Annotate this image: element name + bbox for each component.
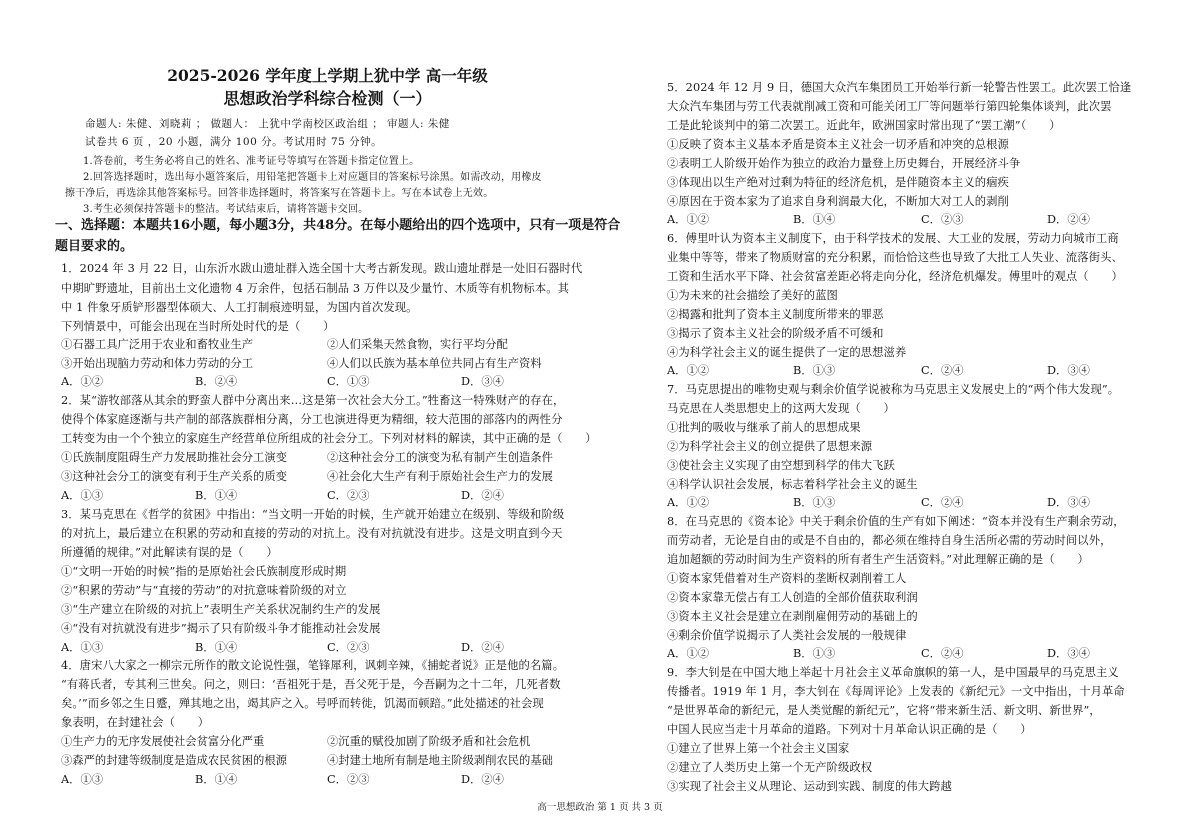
option-item: ④“没有对抗就没有进步”揭示了只有阶级斗争才能推动社会发展 — [61, 622, 381, 635]
option-item: ③开始出现脑力劳动和体力劳动的分工 — [61, 357, 254, 370]
question-text: “有蒋氏者，专其利三世矣。问之，则曰：‘吾祖死于是，吾父死于是，今吾嗣为之十二年，几死者数 — [61, 678, 561, 691]
question-text: 3．某马克思在《哲学的贫困》中指出：“当文明一开始的时候，生产就开始建立在级别、等级和阶级 — [61, 508, 565, 521]
answer-choice: A．①② — [667, 213, 710, 226]
option-item: ①建立了世界上第一个社会主义国家 — [667, 742, 850, 755]
option-item: ①反映了资本主义基本矛盾是资本主义社会一切矛盾和冲突的总根源 — [667, 138, 1009, 151]
answer-choice: D．②④ — [1047, 213, 1090, 226]
answer-choice: B．①④ — [195, 773, 238, 786]
option-item: ④封建土地所有制是地主阶级剥削农民的基础 — [327, 754, 553, 767]
question-text: 使得个体家庭逐渐与共产制的部落族群相分离，分工也演进得更为精细，较大范围的部落内的两性分 — [61, 413, 563, 426]
option-item: ④科学认识社会发展，标志着科学社会主义的诞生 — [667, 478, 918, 491]
option-item: ③资本主义社会是建立在剥削雇佣劳动的基础上的 — [667, 610, 918, 623]
option-item: ②表明工人阶级开始作为独立的政治力量登上历史舞台，开展经济斗争 — [667, 157, 1021, 170]
option-item: ③体现出以生产绝对过剩为特征的经济危机，是伴随资本主义的痼疾 — [667, 176, 1009, 189]
answer-choice: A．①③ — [61, 489, 104, 502]
question-text: 中 1 件象牙质铲形器型体硕大、人工打制痕迹明显，为国内首次发现。 — [61, 301, 418, 314]
option-item: ②为科学社会主义的创立提供了思想来源 — [667, 440, 873, 453]
option-item: ④社会化大生产有利于原始社会生产力的发展 — [327, 470, 553, 483]
section-heading: 题目要求的。 — [55, 239, 134, 254]
question-text: 5．2024 年 12 月 9 日，德国大众汽车集团员工开始举行新一轮警告性罢工。此次罢工恰逢 — [667, 81, 1132, 94]
option-item: ②“积累的劳动”与“直接的劳动”的对抗意味着阶级的对立 — [61, 584, 347, 597]
option-item: ①资本家凭借着对生产资料的垄断权剥削着工人 — [667, 572, 907, 585]
exam-subtitle: 思想政治学科综合检测（一） — [223, 89, 432, 108]
instruction-line: 3.考生必须保持答题卡的整洁。考试结束后，请将答题卡交回。 — [83, 204, 369, 215]
question-text: “是世界革命的新纪元，是人类觉醒的新纪元”，它将“带来新生活、新文明、新世界”， — [667, 704, 1101, 717]
option-item: ③“生产建立在阶级的对抗上”表明生产关系状况制约生产的发展 — [61, 603, 381, 616]
answer-choice: B．①④ — [195, 641, 238, 654]
answer-choice: A．①② — [667, 496, 710, 509]
page-footer: 高一思想政治 第 1 页 共 3 页 — [537, 802, 663, 813]
section-heading: 一、选择题：本题共16小题，每小题3分，共48分。在每小题给出的四个选项中，只有一项是符合 — [55, 218, 621, 233]
option-item: ①为未来的社会描绘了美好的蓝图 — [667, 289, 838, 302]
answer-choice: A．①③ — [61, 641, 104, 654]
answer-choice: B．①③ — [793, 647, 836, 660]
option-item: ③使社会主义实现了由空想到科学的伟大飞跃 — [667, 459, 895, 472]
answer-choice: A．①② — [667, 364, 710, 377]
option-item: ②资本家靠无偿占有工人创造的全部价值获取利润 — [667, 591, 918, 604]
answer-choice: B．①③ — [793, 364, 836, 377]
answer-choice: D．③④ — [461, 375, 504, 388]
answer-choice: C．①③ — [327, 375, 370, 388]
option-item: ①生产力的无序发展使社会贫富分化严重 — [61, 735, 265, 748]
question-text: 工是此轮谈判中的第二次罢工。近此年，欧洲国家时常出现了“罢工潮”（ ） — [667, 119, 1061, 132]
option-item: ④剩余价值学说揭示了人类社会发展的一般规律 — [667, 629, 907, 642]
answer-choice: C．②④ — [921, 364, 964, 377]
answer-choice: C．②③ — [921, 213, 964, 226]
option-item: ②建立了人类历史上第一个无产阶级政权 — [667, 761, 873, 774]
question-text: 中期旷野遗址，目前出土文化遗物 4 万余件，包括石制品 3 万件以及少量竹、木质等有机物标本。其 — [61, 282, 570, 295]
question-text: 7．马克思提出的唯物史观与剩余价值学说被称为马克思主义发展史上的“两个伟大发现”。 — [667, 383, 1120, 396]
answer-choice: B．①③ — [793, 496, 836, 509]
exam-info-line: 试卷共 6 页 ，20 小题，满分 100 分。考试用时 75 分钟。 — [85, 136, 383, 148]
option-item: ①氏族制度阻碍生产力发展助推社会分工演变 — [61, 451, 287, 464]
answer-choice: C．②③ — [327, 641, 370, 654]
option-item: ②揭露和批判了资本主义制度所带来的罪恶 — [667, 308, 884, 321]
question-text: 工资和生活水平下降、社会贫富差距必将走向分化，经济危机爆发。傅里叶的观点（ ） — [667, 270, 1123, 283]
option-item: ③这种社会分工的演变有利于生产关系的质变 — [61, 470, 287, 483]
answer-choice: D．③④ — [1047, 647, 1090, 660]
option-item: ④为科学社会主义的诞生提供了一定的思想滋养 — [667, 346, 907, 359]
question-text: 工转变为由一个个独立的家庭生产经营单位所组成的社会分工。下列对材料的解读，其中正确的是（ ） — [61, 432, 597, 445]
question-text: 的对抗上，最后建立在积累的劳动和直接的劳动的对抗上。没有对抗就没有进步。这是文明直到今天 — [61, 527, 563, 540]
question-text: 6．傅里叶认为资本主义制度下，由于科学技术的发展、大工业的发展，劳动力向城市工商 — [667, 232, 1119, 245]
answer-choice: D．②④ — [461, 773, 504, 786]
question-text: 象表明，在封建社会（ ） — [61, 716, 210, 729]
option-item: ②这种社会分工的演变为私有制产生创造条件 — [327, 451, 553, 464]
answer-choice: D．③④ — [1047, 496, 1090, 509]
option-item: ③森严的封建等级制度是造成农民贫困的根源 — [61, 754, 287, 767]
answer-choice: B．②④ — [195, 375, 238, 388]
question-text: 8．在马克思的《资本论》中关于剩余价值的生产有如下阐述：“资本并没有生产剩余劳动， — [667, 515, 1125, 528]
question-text: 下列情景中，可能会出现在当时所处时代的是（ ） — [61, 320, 335, 333]
question-text: 1．2024 年 3 月 22 日，山东沂水跋山遗址群入选全国十大考古新发现。跋山遗址群是一处旧石器时代 — [61, 262, 583, 275]
answer-choice: A．①② — [667, 647, 710, 660]
option-item: ①石器工具广泛用于农业和畜牧业生产 — [61, 338, 254, 351]
option-item: ④人们以氏族为基本单位共同占有生产资料 — [327, 357, 542, 370]
option-item: ①“文明一开始的时候”指的是原始社会氏族制度形成时期 — [61, 565, 347, 578]
answer-choice: C．②③ — [327, 773, 370, 786]
question-text: 大众汽车集团与劳工代表就削减工资和可能关闭工厂等问题举行第四轮集体谈判，此次罢 — [667, 100, 1112, 113]
answer-choice: C．②③ — [327, 489, 370, 502]
question-text: 9．李大钊是在中国大地上举起十月社会主义革命旗帜的第一人，是中国最早的马克思主义 — [667, 666, 1119, 679]
instruction-line: 2.回答选择题时，选出每小题答案后，用铅笔把答题卡上对应题目的答案标号涂黑。如需改动，用橡皮 — [83, 172, 542, 183]
answer-choice: B．①④ — [195, 489, 238, 502]
option-item: ②人们采集天然食物，实行平均分配 — [327, 338, 508, 351]
answer-choice: C．②④ — [921, 496, 964, 509]
option-item: ①批判的吸收与继承了前人的思想成果 — [667, 421, 861, 434]
answer-choice: D．②④ — [461, 489, 504, 502]
instruction-line: 1.答卷前，考生务必将自己的姓名、准考证号等填写在答题卡指定位置上。 — [83, 156, 420, 167]
question-text: 4．唐宋八大家之一柳宗元所作的散文论说性强，笔锋犀利，讽刺辛辣，《捕蛇者说》正是他的名篇。 — [61, 659, 565, 672]
question-text: 2．某“游牧部落从其余的野蛮人群中分离出来…这是第一次社会大分工。”牲畜这一特殊财产的存在， — [61, 394, 565, 407]
exam-title: 2025-2026 学年度上学期上犹中学 高一年级 — [167, 66, 488, 85]
option-item: ③揭示了资本主义社会的阶级矛盾不可缓和 — [667, 327, 884, 340]
question-text: 中国人民应当走十月革命的道路。下列对十月革命认识正确的是（ ） — [667, 723, 1032, 736]
question-text: 矣。’”而乡邻之生日蹙，殚其地之出，竭其庐之入。号呼而转徙，饥渴而顿踣。”此处描述的社会现 — [61, 697, 544, 710]
instruction-line: 擦干净后，再选涂其他答案标号。回答非选择题时，将答案写在答题卡上。写在本试卷上无效。 — [65, 188, 494, 199]
question-text: 追加超额的劳动时间为生产资料的所有者生产生活资料。”对此理解正确的是（ ） — [667, 553, 1089, 566]
option-item: ②沉重的赋役加剧了阶级矛盾和社会危机 — [327, 735, 531, 748]
answer-choice: B．①④ — [793, 213, 836, 226]
answer-choice: A．①③ — [61, 773, 104, 786]
answer-choice: D．③④ — [1047, 364, 1090, 377]
question-text: 传播者。1919 年 1 月，李大钊在《每周评论》上发表的《新纪元》一文中指出，十月革命 — [667, 685, 1125, 698]
answer-choice: C．②④ — [921, 647, 964, 660]
option-item: ④原因在于资本家为了追求自身利润最大化，不断加大对工人的剥削 — [667, 195, 1009, 208]
question-text: 而劳动者，无论是自由的或是不自由的，都必须在维持自身生活所必需的劳动时间以外， — [667, 534, 1112, 547]
question-text: 所遵循的规律。”对此解读有误的是（ ） — [61, 546, 278, 559]
question-text: 马克思在人类思想史上的这两大发现（ ） — [667, 402, 895, 415]
answer-choice: A．①② — [61, 375, 104, 388]
answer-choice: D．②④ — [461, 641, 504, 654]
option-item: ③实现了社会主义从理论、运动到实践、制度的伟大跨越 — [667, 780, 952, 793]
question-text: 业集中等等，带来了物质财富的充分积累，而恰恰这些也导致了大批工人失业、流落街头、 — [667, 251, 1123, 264]
author-line: 命题人: 朱健、刘晓莉 ； 做题人： 上犹中学南校区政治组 ； 审题人: 朱健 — [85, 118, 450, 130]
